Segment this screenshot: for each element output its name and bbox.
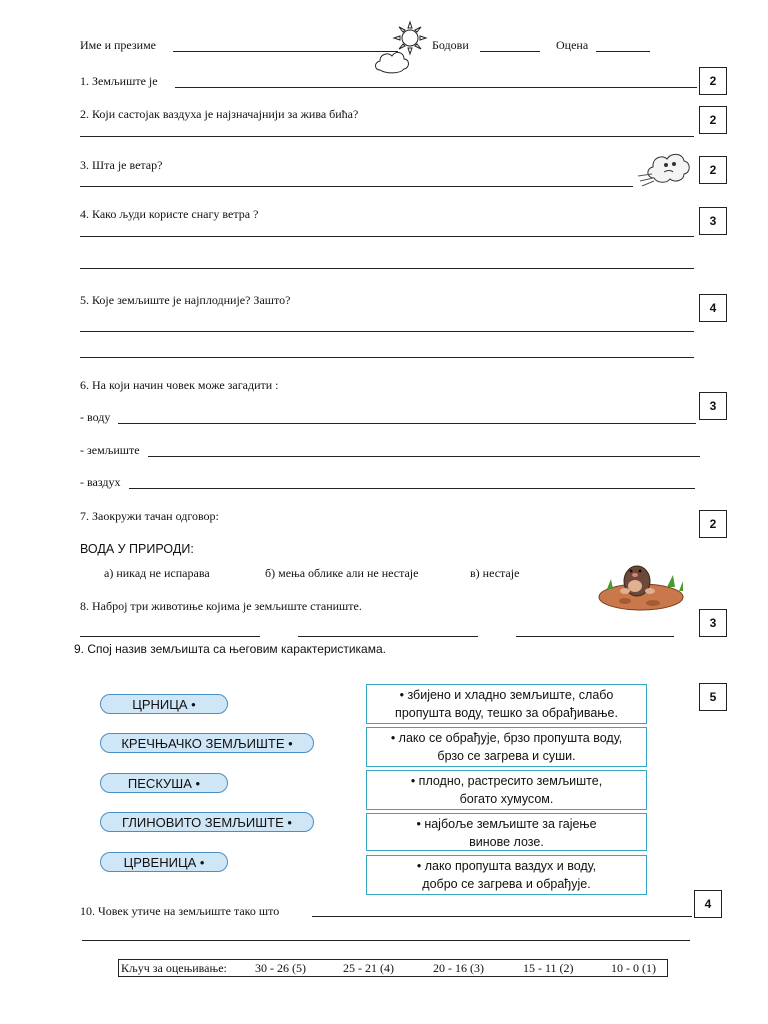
soil-description-3[interactable] — [366, 770, 647, 810]
question-6: 6. На који начин човек може загадити : — [80, 378, 279, 392]
description-line: • збијено и хладно земљиште, слабо — [399, 688, 614, 702]
points-box: 3 — [699, 392, 727, 420]
description-line: • лако пропушта ваздух и воду, — [416, 859, 597, 873]
points-box: 2 — [699, 156, 727, 184]
mole-icon — [595, 553, 687, 613]
answer-line[interactable] — [516, 636, 674, 637]
name-label: Име и презиме — [80, 38, 156, 52]
points-box: 2 — [699, 510, 727, 538]
wind-cloud-icon — [636, 148, 692, 192]
q7-option-c[interactable]: в) нестаје — [470, 566, 520, 580]
points-box: 2 — [699, 67, 727, 95]
answer-line[interactable] — [80, 636, 260, 637]
soil-type-2[interactable]: КРЕЧЊАЧКО ЗЕМЉИШТЕ • — [100, 733, 314, 753]
grading-range: 20 - 16 (3) — [433, 961, 484, 975]
description-line: добро се загрева и обрађује. — [422, 877, 591, 891]
description-line: пропушта воду, тешко за обрађивање. — [395, 706, 618, 720]
question-8: 8. Наброј три животиње којима је земљиште станиште. — [80, 599, 362, 613]
grade-field[interactable] — [596, 51, 650, 52]
grading-key — [118, 959, 668, 977]
question-10: 10. Човек утиче на земљиште тако што — [80, 904, 280, 918]
answer-line[interactable] — [148, 456, 700, 457]
question-7: 7. Заокружи тачан одговор: — [80, 509, 219, 523]
points-box: 4 — [699, 294, 727, 322]
answer-line[interactable] — [118, 423, 696, 424]
grading-range: 30 - 26 (5) — [255, 961, 306, 975]
question-5: 5. Које земљиште је најплодније? Зашто? — [80, 293, 291, 307]
description-line: богато хумусом. — [459, 792, 554, 806]
sun-cloud-icon — [370, 18, 434, 82]
q7-heading: ВОДА У ПРИРОДИ: — [80, 542, 194, 556]
answer-line[interactable] — [80, 331, 694, 332]
name-field[interactable] — [173, 51, 398, 52]
answer-line[interactable] — [80, 136, 694, 137]
soil-description-4[interactable] — [366, 813, 647, 851]
q6-soil-label: - земљиште — [80, 443, 140, 457]
answer-line[interactable] — [80, 186, 633, 187]
points-box: 4 — [694, 890, 722, 918]
answer-line[interactable] — [175, 87, 697, 88]
points-box: 3 — [699, 609, 727, 637]
points-box: 3 — [699, 207, 727, 235]
question-3: 3. Шта је ветар? — [80, 158, 163, 172]
answer-line[interactable] — [312, 916, 692, 917]
points-field[interactable] — [480, 51, 540, 52]
answer-line[interactable] — [80, 268, 694, 269]
soil-description-5[interactable] — [366, 855, 647, 895]
soil-type-5[interactable]: ЦРВЕНИЦА • — [100, 852, 228, 872]
description-line: • плодно, растресито земљиште, — [410, 774, 603, 788]
soil-description-2[interactable] — [366, 727, 647, 767]
points-box: 2 — [699, 106, 727, 134]
question-4: 4. Како људи користе снагу ветра ? — [80, 207, 259, 221]
points-label: Бодови — [432, 38, 469, 52]
q6-air-label: - ваздух — [80, 475, 121, 489]
grading-range: 25 - 21 (4) — [343, 961, 394, 975]
question-1: 1. Земљиште је — [80, 74, 158, 88]
soil-description-1[interactable] — [366, 684, 647, 724]
grading-range: 10 - 0 (1) — [611, 961, 656, 975]
q7-option-b[interactable]: б) мења облике али не нестаје — [265, 566, 419, 580]
grading-range: 15 - 11 (2) — [523, 961, 574, 975]
description-line: • најбоље земљиште за гајење — [416, 817, 597, 831]
description-line: • лако се обрађује, брзо пропушта воду, — [390, 731, 623, 745]
description-line: винове лозе. — [469, 835, 544, 849]
question-2: 2. Који састојак ваздуха је најзначајнији за жива бића? — [80, 107, 359, 121]
points-box: 5 — [699, 683, 727, 711]
soil-type-1[interactable]: ЦРНИЦА • — [100, 694, 228, 714]
grading-key-label: Кључ за оцењивање: — [121, 961, 227, 975]
grade-label: Оцена — [556, 38, 589, 52]
question-9: 9. Спој назив земљишта са његовим карактеристикама. — [74, 642, 386, 656]
q6-water-label: - воду — [80, 410, 111, 424]
answer-line[interactable] — [80, 236, 694, 237]
soil-type-3[interactable]: ПЕСКУША • — [100, 773, 228, 793]
answer-line[interactable] — [80, 357, 694, 358]
q7-option-a[interactable]: а) никад не испарава — [104, 566, 210, 580]
answer-line[interactable] — [298, 636, 478, 637]
description-line: брзо се загрева и суши. — [437, 749, 576, 763]
answer-line[interactable] — [82, 940, 690, 941]
soil-type-4[interactable]: ГЛИНОВИТО ЗЕМЉИШТЕ • — [100, 812, 314, 832]
answer-line[interactable] — [129, 488, 695, 489]
